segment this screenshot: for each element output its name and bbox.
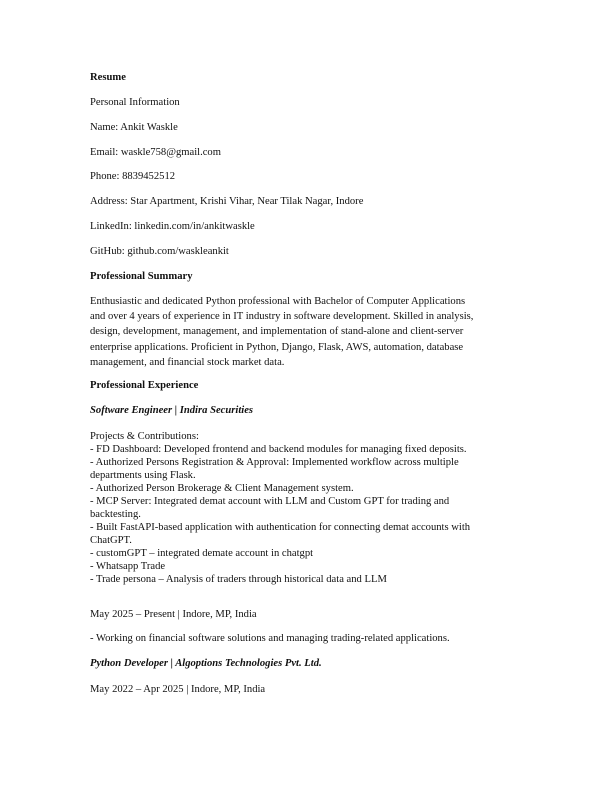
job1-dates: May 2025 – Present | Indore, MP, India — [90, 609, 257, 620]
experience-heading: Professional Experience — [90, 380, 199, 391]
github-line: GitHub: github.com/waskleankit — [90, 246, 229, 257]
summary-line: Enthusiastic and dedicated Python professional with Bachelor of Computer Applications — [90, 296, 466, 307]
summary-line: and over 4 years of experience in IT industry in software development. Skilled in analysis, — [90, 311, 474, 323]
contribution-line: - Trade persona – Analysis of traders through historical data and LLM — [90, 574, 387, 585]
contribution-line: Projects & Contributions: — [90, 431, 199, 442]
personal-info-heading: Personal Information — [90, 97, 180, 108]
job2-title: Python Developer | Algoptions Technologies Pvt. Ltd. — [90, 658, 322, 669]
summary-line: design, development, management, and implementation of stand-alone and client-server — [90, 326, 464, 338]
name-line: Name: Ankit Waskle — [90, 122, 178, 133]
contribution-line: departments using Flask. — [90, 470, 196, 481]
summary-line: management, and financial stock market data. — [90, 356, 285, 368]
contribution-line: - Authorized Persons Registration & Approval: Implemented workflow across multiple — [90, 457, 459, 468]
job1-contributions — [90, 430, 470, 586]
linkedin-line: LinkedIn: linkedin.com/in/ankitwaskle — [90, 221, 255, 232]
phone-line: Phone: 8839452512 — [90, 171, 176, 182]
job2-dates: May 2022 – Apr 2025 | Indore, MP, India — [90, 684, 266, 695]
summary-heading: Professional Summary — [90, 271, 193, 282]
contribution-line: - Built FastAPI-based application with authentication for connecting demat accounts with — [90, 522, 471, 533]
contribution-line: - Authorized Person Brokerage & Client Management system. — [90, 483, 354, 494]
job1-note: - Working on financial software solutions and managing trading-related applications. — [90, 633, 450, 644]
contribution-line: - Whatsapp Trade — [90, 561, 166, 572]
address-line: Address: Star Apartment, Krishi Vihar, Near Tilak Nagar, Indore — [90, 196, 364, 207]
contribution-line: ChatGPT. — [90, 535, 132, 546]
document-title: Resume — [90, 72, 126, 83]
contribution-line: - MCP Server: Integrated demat account with LLM and Custom GPT for trading and — [90, 496, 450, 507]
summary-line: enterprise applications. Proficient in Python, Django, Flask, AWS, automation, database — [90, 341, 464, 353]
contribution-line: - FD Dashboard: Developed frontend and backend modules for managing fixed deposits. — [90, 444, 467, 455]
email-line: Email: waskle758@gmail.com — [90, 147, 221, 158]
job1-title: Software Engineer | Indira Securities — [90, 405, 254, 416]
contribution-line: backtesting. — [90, 509, 141, 520]
contribution-line: - customGPT – integrated demate account in chatgpt — [90, 548, 314, 559]
summary-paragraph — [90, 294, 473, 370]
